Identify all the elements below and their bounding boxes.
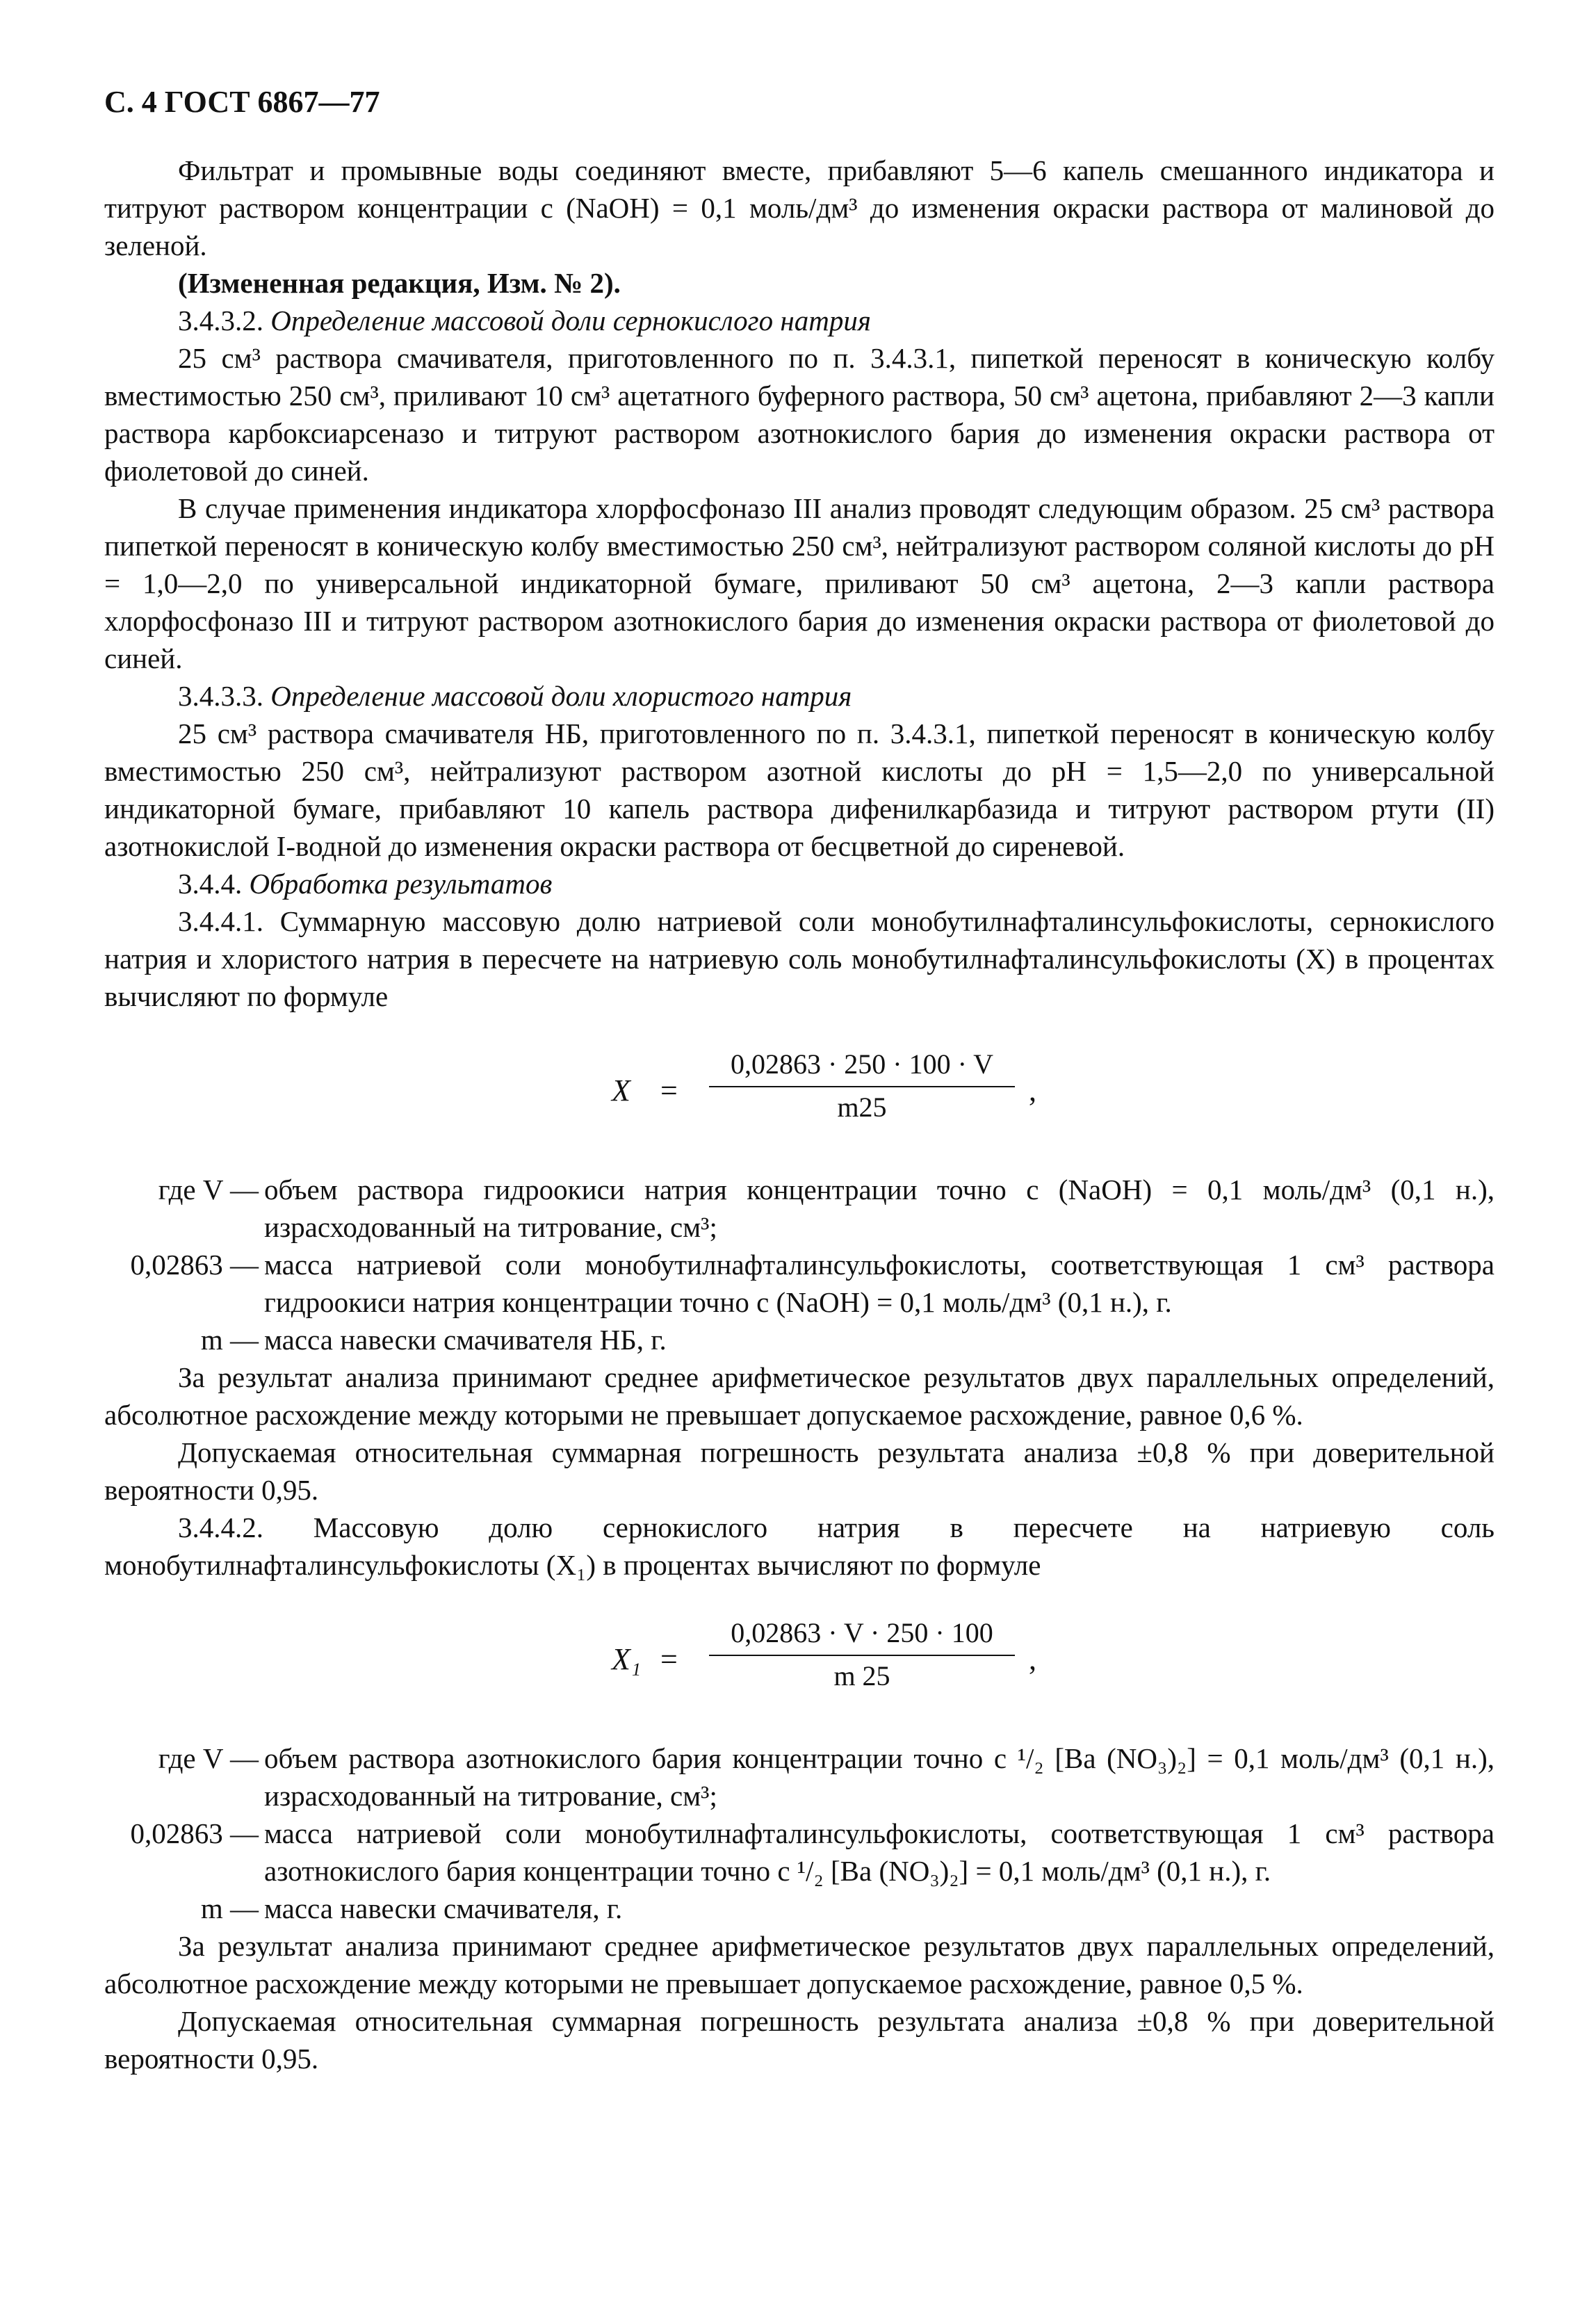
- definition-term: m —: [200, 1892, 259, 1924]
- formula-fraction: [709, 1614, 1015, 1695]
- formula-numerator: 0,02863 · 250 · 100 · V: [709, 1046, 1015, 1087]
- formula-lhs: X₁: [612, 1642, 642, 1676]
- paragraph-result-x: За результат анализа принимают среднее арифметическое результатов двух параллельных определений, абсолютное расхождение между которыми не превышает допускаемое расхождение, равное 0,6 %.: [104, 1361, 1495, 1431]
- paragraph-chlorophosphonazo-method: В случае применения индикатора хлорфосфоназо III анализ проводят следующим образом. 25 см³ раствора пипеткой переносят в коническую колбу вместимостью 250 см³, нейтрализуют раствором соляной кислоты до pH = 1,0—2,0 по универсальной индикаторной бумаге, приливают 50 см³ ацетона, 2—3 капли раствора хлорфосфоназо III и титруют раствором азотнокислого бария до изменения окраски раствора от фиолетовой до синей.: [104, 492, 1495, 674]
- formula-numerator: 0,02863 · V · 250 · 100: [709, 1614, 1015, 1656]
- section-3-4-4-heading: [104, 865, 1495, 902]
- definition-item: [104, 1246, 1495, 1321]
- definitions-formula-x1: [104, 1739, 1495, 1927]
- formula-equals: =: [660, 1642, 678, 1676]
- formula-denominator: m25: [837, 1092, 887, 1123]
- paragraph-error-x1: Допускаемая относительная суммарная погрешность результата анализа ±0,8 % при доверительной вероятности 0,95.: [104, 2005, 1495, 2075]
- section-title: Определение массовой доли хлористого натрия: [270, 680, 852, 712]
- definition-term: 0,02863 —: [130, 1249, 259, 1281]
- paragraph-error-x: Допускаемая относительная суммарная погрешность результата анализа ±0,8 % при доверительной вероятности 0,95.: [104, 1436, 1495, 1506]
- section-number: 3.4.3.2.: [178, 305, 263, 336]
- definition-text: объем раствора азотнокислого бария концентрации точно c ¹/₂ [Ba (NO₃)₂] = 0,1 моль/дм³ (0,1 н.), израсходованный на титрование, см³;: [264, 1742, 1495, 1812]
- section-number: 3.4.3.3.: [178, 680, 263, 712]
- formula-equals: =: [660, 1073, 678, 1108]
- formula-denominator: m 25: [833, 1660, 890, 1692]
- formula-comma: ,: [1029, 1073, 1036, 1108]
- definition-text: объем раствора гидроокиси натрия концентрации точно c (NaOH) = 0,1 моль/дм³ (0,1 н.), израсходованный на титрование, см³;: [264, 1174, 1495, 1243]
- definition-term: где V —: [158, 1174, 259, 1206]
- paragraph-3-4-4-2: 3.4.4.2. Массовую долю сернокислого натрия в пересчете на натриевую соль монобутилнафталинсульфокислоты (X₁) в процентах вычисляют по формуле: [104, 1511, 1495, 1581]
- definition-item: [104, 1171, 1495, 1246]
- section-title: Обработка результатов: [249, 868, 553, 900]
- document-page: [104, 83, 1495, 2077]
- section-title: Определение массовой доли сернокислого натрия: [270, 305, 871, 336]
- definition-term: 0,02863 —: [130, 1817, 259, 1849]
- formula-fraction: [709, 1046, 1015, 1126]
- paragraph-sulfate-method: 25 см³ раствора смачивателя, приготовленного по п. 3.4.3.1, пипеткой переносят в коническую колбу вместимостью 250 см³, приливают 10 см³ ацетатного буферного раствора, 50 см³ ацетона, прибавляют 2—3 капли раствора карбоксиарсеназо и титруют раствором азотнокислого бария до изменения окраски раствора от фиолетовой до синей.: [104, 342, 1495, 487]
- page-header: С. 4 ГОСТ 6867—77: [104, 85, 380, 119]
- section-3-4-3-2-heading: [104, 302, 1495, 339]
- paragraph-filtrate: Фильтрат и промывные воды соединяют вместе, прибавляют 5—6 капель смешанного индикатора и титруют раствором концентрации c (NaOH) = 0,1 моль/дм³ до изменения окраски раствора от малиновой до зеленой.: [104, 154, 1495, 261]
- definition-item: [104, 1815, 1495, 1890]
- definition-text: масса навески смачивателя, г.: [264, 1892, 623, 1924]
- definition-item: [104, 1890, 1495, 1927]
- definitions-formula-x: [104, 1171, 1495, 1358]
- definition-text: масса натриевой соли монобутилнафталинсульфокислоты, соответствующая 1 см³ раствора азотнокислого бария концентрации точно c ¹/₂ [Ba (NO₃)₂] = 0,1 моль/дм³ (0,1 н.), г.: [264, 1817, 1495, 1887]
- definition-item: [104, 1739, 1495, 1815]
- definition-item: [104, 1321, 1495, 1358]
- paragraph-chloride-method: 25 см³ раствора смачивателя НБ, приготовленного по п. 3.4.3.1, пипеткой переносят в коническую колбу вместимостью 250 см³, нейтрализуют раствором азотной кислоты до pH = 1,5—2,0 по универсальной индикаторной бумаге, прибавляют 10 капель раствора дифенилкарбазида и титруют раствором ртути (II) азотнокислой I-водной до изменения окраски раствора от бесцветной до сиреневой.: [104, 717, 1495, 862]
- definition-term: m —: [200, 1324, 259, 1356]
- section-3-4-3-3-heading: [104, 677, 1495, 715]
- paragraph-result-x1: За результат анализа принимают среднее арифметическое результатов двух параллельных определений, абсолютное расхождение между которыми не превышает допускаемое расхождение, равное 0,5 %.: [104, 1930, 1495, 1999]
- definition-text: масса натриевой соли монобутилнафталинсульфокислоты, соответствующая 1 см³ раствора гидроокиси натрия концентрации точно c (NaOH) = 0,1 моль/дм³ (0,1 н.), г.: [264, 1249, 1495, 1318]
- revision-note: (Измененная редакция, Изм. № 2).: [178, 267, 621, 299]
- formula-x: [104, 1046, 1495, 1143]
- formula-comma: ,: [1029, 1642, 1036, 1676]
- paragraph-3-4-4-1: 3.4.4.1. Суммарную массовую долю натриевой соли монобутилнафталинсульфокислоты, сернокислого натрия и хлористого натрия в пересчете на натриевую соль монобутилнафталинсульфокислоты (X) в процентах вычисляют по формуле: [104, 905, 1495, 1012]
- formula-lhs: X: [612, 1073, 630, 1108]
- definition-term: где V —: [158, 1742, 259, 1774]
- section-number: 3.4.4.: [178, 868, 243, 900]
- formula-x1: [104, 1614, 1495, 1712]
- definition-text: масса навески смачивателя НБ, г.: [264, 1324, 667, 1356]
